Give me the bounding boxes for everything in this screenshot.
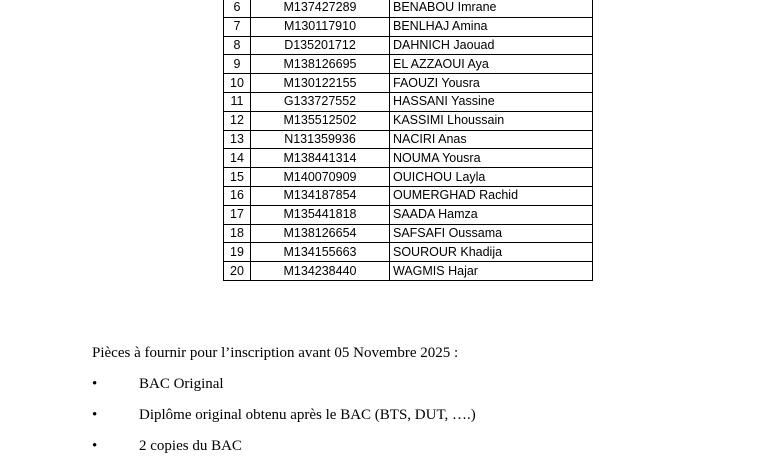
student-name-cell: WAGMIS Hajar — [390, 262, 593, 281]
row-number-cell: 19 — [224, 243, 251, 262]
table-row — [224, 186, 593, 205]
row-number-cell: 20 — [224, 262, 251, 281]
student-name-cell: BENLHAJ Amina — [390, 17, 593, 36]
document-item-bac-original — [92, 376, 224, 393]
student-code-cell: M135512502 — [251, 111, 390, 130]
table-row — [224, 17, 593, 36]
table-row — [224, 168, 593, 187]
row-number-cell: 9 — [224, 55, 251, 74]
student-name-cell: SAADA Hamza — [390, 205, 593, 224]
row-number-cell: 16 — [224, 186, 251, 205]
student-code-cell: M135441818 — [251, 205, 390, 224]
row-number-cell: 6 — [224, 0, 251, 17]
student-name-cell: OUMERGHAD Rachid — [390, 186, 593, 205]
bullet-icon: • — [92, 376, 98, 392]
table-row — [224, 74, 593, 93]
student-code-cell: D135201712 — [251, 36, 390, 55]
table-row — [224, 36, 593, 55]
student-name-cell: EL AZZAOUI Aya — [390, 55, 593, 74]
student-name-cell: FAOUZI Yousra — [390, 74, 593, 93]
student-name-cell: OUICHOU Layla — [390, 168, 593, 187]
row-number-cell: 7 — [224, 17, 251, 36]
table-row — [224, 224, 593, 243]
bullet-icon: • — [92, 407, 98, 423]
student-code-cell: M137427289 — [251, 0, 390, 17]
row-number-cell: 18 — [224, 224, 251, 243]
table-row — [224, 243, 593, 262]
document-item-label: 2 copies du BAC — [139, 438, 242, 454]
student-code-cell: M130117910 — [251, 17, 390, 36]
table-row — [224, 0, 593, 17]
student-code-cell: M138126695 — [251, 55, 390, 74]
table-row — [224, 130, 593, 149]
student-name-cell: DAHNICH Jaouad — [390, 36, 593, 55]
row-number-cell: 13 — [224, 130, 251, 149]
table-row — [224, 111, 593, 130]
student-code-cell: M140070909 — [251, 168, 390, 187]
student-code-cell: M130122155 — [251, 74, 390, 93]
row-number-cell: 12 — [224, 111, 251, 130]
table-row — [224, 262, 593, 281]
student-code-cell: G133727552 — [251, 92, 390, 111]
table-row — [224, 55, 593, 74]
student-code-cell: M134238440 — [251, 262, 390, 281]
row-number-cell: 17 — [224, 205, 251, 224]
row-number-cell: 14 — [224, 149, 251, 168]
table-row — [224, 92, 593, 111]
bullet-icon: • — [92, 438, 98, 454]
table-row — [224, 205, 593, 224]
table-row — [224, 149, 593, 168]
required-documents-heading: Pièces à fournir pour l’inscription avant 05 Novembre 2025 : — [92, 345, 459, 361]
student-code-cell: M138441314 — [251, 149, 390, 168]
row-number-cell: 10 — [224, 74, 251, 93]
student-code-cell: N131359936 — [251, 130, 390, 149]
row-number-cell: 15 — [224, 168, 251, 187]
row-number-cell: 8 — [224, 36, 251, 55]
students-table — [223, 0, 593, 281]
student-name-cell: HASSANI Yassine — [390, 92, 593, 111]
student-name-cell: NOUMA Yousra — [390, 149, 593, 168]
student-name-cell: BENABOU Imrane — [390, 0, 593, 17]
document-item-label: BAC Original — [139, 376, 224, 392]
document-item-label: Diplôme original obtenu après le BAC (BTS, DUT, ….) — [139, 407, 476, 423]
student-name-cell: SOUROUR Khadija — [390, 243, 593, 262]
student-code-cell: M134187854 — [251, 186, 390, 205]
document-item-diploma — [92, 407, 476, 424]
student-name-cell: NACIRI Anas — [390, 130, 593, 149]
document-item-bac-copies — [92, 438, 242, 455]
students-table-body — [224, 0, 593, 280]
student-code-cell: M138126654 — [251, 224, 390, 243]
student-name-cell: SAFSAFI Oussama — [390, 224, 593, 243]
student-name-cell: KASSIMI Lhoussain — [390, 111, 593, 130]
student-code-cell: M134155663 — [251, 243, 390, 262]
row-number-cell: 11 — [224, 92, 251, 111]
